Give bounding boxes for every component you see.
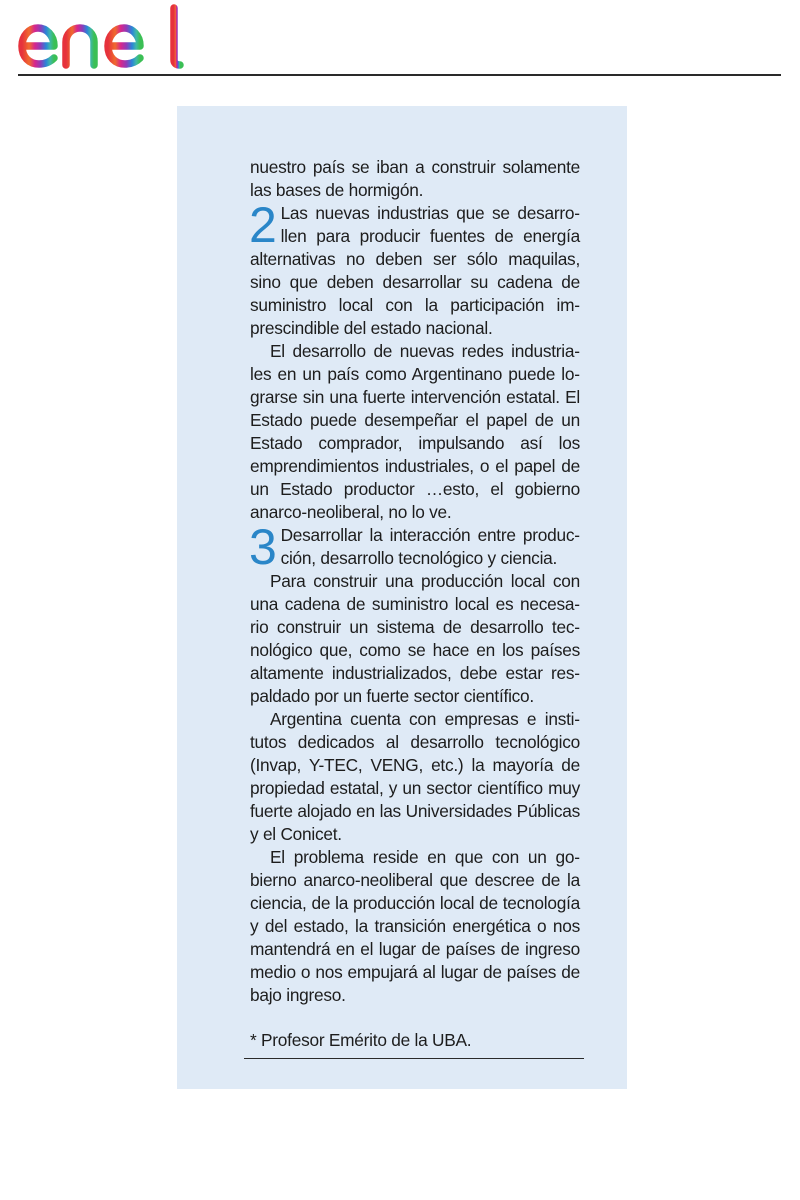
body-paragraph-1: El desarrollo de nuevas redes industriales en un país como Argentinano puede lograrse sin una fuerte intervención estatal. El Estado puede desempeñar el papel de un Estado comprador, impulsando así los emprendimientos industriales, o el papel de un Estado productor …esto, el gobierno anarco-neoliberal, no lo ve. bbox=[250, 341, 580, 522]
numbered-point-3 bbox=[249, 519, 580, 575]
point-3-number: 3 bbox=[249, 519, 277, 575]
author-footnote: * Profesor Emérito de la UBA. bbox=[250, 1030, 472, 1050]
footnote-block bbox=[250, 1029, 580, 1059]
enel-logo-icon bbox=[18, 4, 193, 70]
footnote-divider bbox=[244, 1058, 584, 1059]
point-2-text: Las nuevas industrias que se desarrollen para producir fuentes de energía alternativas no deben ser sólo maquilas, sino que deben desarrollar su cadena de suministro local con la participación imprescindible del estado nacional. bbox=[250, 203, 580, 338]
numbered-point-2 bbox=[249, 197, 580, 340]
body-paragraph-2: Para construir una producción local con una cadena de suministro local es necesario construir un sistema de desarrollo tecnológico que, como se hace en los países altamente industrializados, debe estar respaldado por un fuerte sector científico. bbox=[250, 571, 580, 706]
article-column bbox=[250, 156, 580, 1059]
body-paragraph-3: Argentina cuenta con empresas e institutos dedicados al desarrollo tecnológico (Invap, Y-TEC, VENG, etc.) la mayoría de propiedad estatal, y un sector científico muy fuerte alojado en las Universidades Públicas y el Conicet. bbox=[250, 709, 580, 844]
point-2-number: 2 bbox=[249, 197, 277, 253]
body-paragraph-4: El problema reside en que con un gobierno anarco-neoliberal que descree de la ciencia, de la producción local de tecnología y del estado, la transición energética o nos mantendrá en el lugar de países de ingreso medio o nos empujará al lugar de países de bajo ingreso. bbox=[250, 847, 580, 1005]
point-3-text: Desarrollar la interacción entre producción, desarrollo tecnológico y ciencia. bbox=[280, 525, 580, 568]
enel-logo bbox=[18, 4, 193, 70]
continuation-paragraph: nuestro país se iban a construir solamente las bases de hormigón. bbox=[250, 157, 580, 200]
page-header bbox=[0, 0, 800, 76]
header-divider bbox=[18, 74, 781, 76]
